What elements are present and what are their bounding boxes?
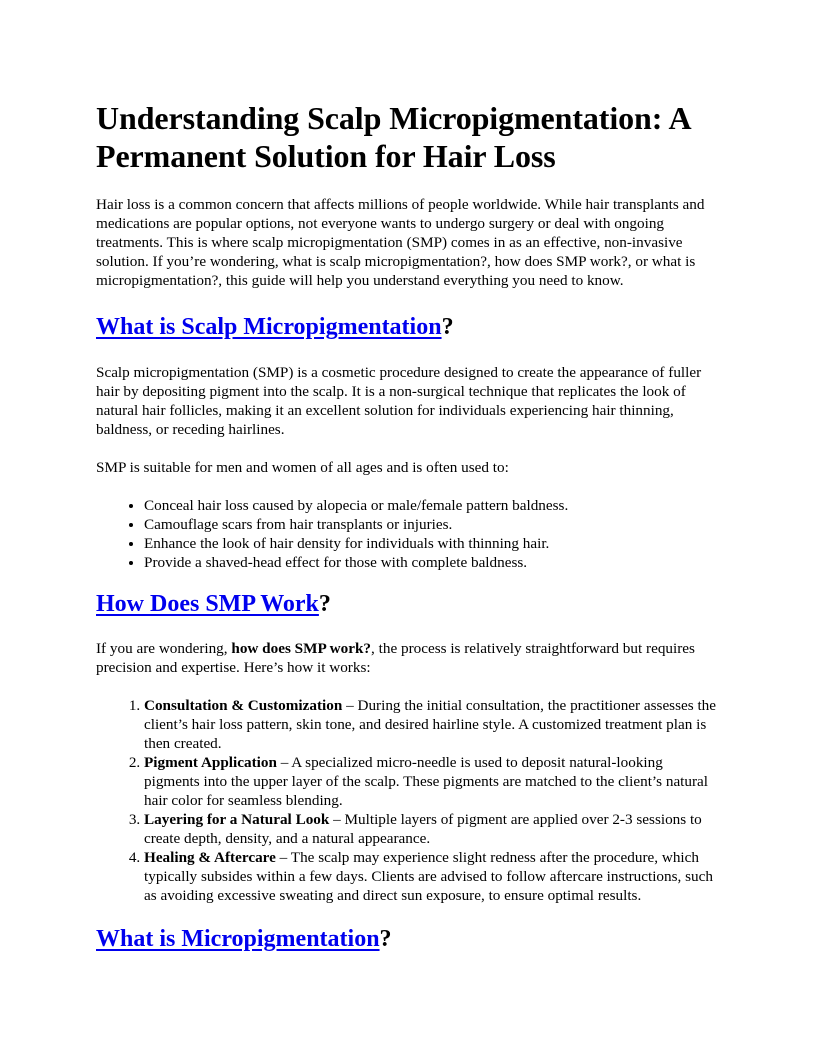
- heading-question-mark: ?: [441, 314, 454, 340]
- heading-question-mark: ?: [318, 591, 331, 617]
- step-title: Healing & Aftercare: [144, 849, 276, 866]
- heading-what-is-smp: [96, 313, 720, 341]
- smp-definition-paragraph: Scalp micropigmentation (SMP) is a cosmetic procedure designed to create the appearance of fuller hair by depositing pigment into the scalp. It is a non-surgical technique that replicates the look of natural hair follicles, making it an excellent solution for individuals experiencing hair thinning, baldness, or receding hairlines.: [96, 364, 702, 438]
- what-is-micropigmentation-link[interactable]: What is Micropigmentation: [96, 926, 380, 952]
- paragraph-bold-text: how does SMP work?: [231, 640, 372, 657]
- step-item: [144, 848, 720, 905]
- intro-paragraph: Hair loss is a common concern that affects millions of people worldwide. While hair transplants and medications are popular options, not everyone wants to undergo surgery or deal with ongoing treatments. This is where scalp micropigmentation (SMP) comes in as an effective, non-invasive solution. If you’re wondering, what is scalp micropigmentation?, how does SMP work?, or what is micropigmentation?, this guide will help you understand everything you need to know.: [96, 196, 705, 289]
- uses-list: [96, 496, 720, 572]
- step-title: Pigment Application: [144, 754, 277, 771]
- list-item: • Camouflage scars from hair transplants or injuries.: [144, 515, 720, 534]
- heading-question-mark: ?: [379, 926, 392, 952]
- step-item: [144, 810, 720, 848]
- paragraph-text: , the process is relatively straightforward but requires precision and expertise. Here’s how it works:: [96, 640, 695, 676]
- step-title: Layering for a Natural Look: [144, 811, 330, 828]
- how-does-smp-work-link[interactable]: How Does SMP Work: [96, 591, 319, 617]
- list-item: • Conceal hair loss caused by alopecia or male/female pattern baldness.: [144, 496, 720, 515]
- step-text: – The scalp may experience slight redness after the procedure, which typically subsides within a few days. Clients are advised to follow aftercare instructions, such as avoiding excessive sweating and direct sun exposure, to ensure optimal results.: [144, 849, 713, 904]
- step-title: Consultation & Customization: [144, 697, 343, 714]
- list-item: • Provide a shaved-head effect for those with complete baldness.: [144, 553, 720, 572]
- step-item: [144, 696, 720, 753]
- step-text: – During the initial consultation, the practitioner assesses the client’s hair loss pattern, skin tone, and desired hairline style. A customized treatment plan is then created.: [144, 697, 717, 752]
- smp-uses-intro-paragraph: SMP is suitable for men and women of all ages and is often used to:: [96, 459, 509, 476]
- step-item: [144, 753, 720, 810]
- step-text: – A specialized micro-needle is used to deposit natural-looking pigments into the upper layer of the scalp. These pigments are matched to the client’s natural hair color for seamless blending.: [144, 754, 709, 809]
- paragraph-text: If you are wondering,: [96, 640, 232, 657]
- what-is-smp-link[interactable]: What is Scalp Micropigmentation: [96, 314, 442, 340]
- how-it-works-paragraph: [96, 639, 720, 677]
- document-page: [96, 99, 720, 953]
- step-text: – Multiple layers of pigment are applied over 2-3 sessions to create depth, density, and a natural appearance.: [144, 811, 702, 847]
- heading-what-is-micropigmentation: [96, 925, 720, 953]
- document-title: Understanding Scalp Micropigmentation: A Permanent Solution for Hair Loss: [96, 100, 690, 174]
- steps-list: [96, 696, 720, 905]
- list-item: • Enhance the look of hair density for individuals with thinning hair.: [144, 534, 720, 553]
- heading-how-does-smp-work: [96, 590, 720, 618]
